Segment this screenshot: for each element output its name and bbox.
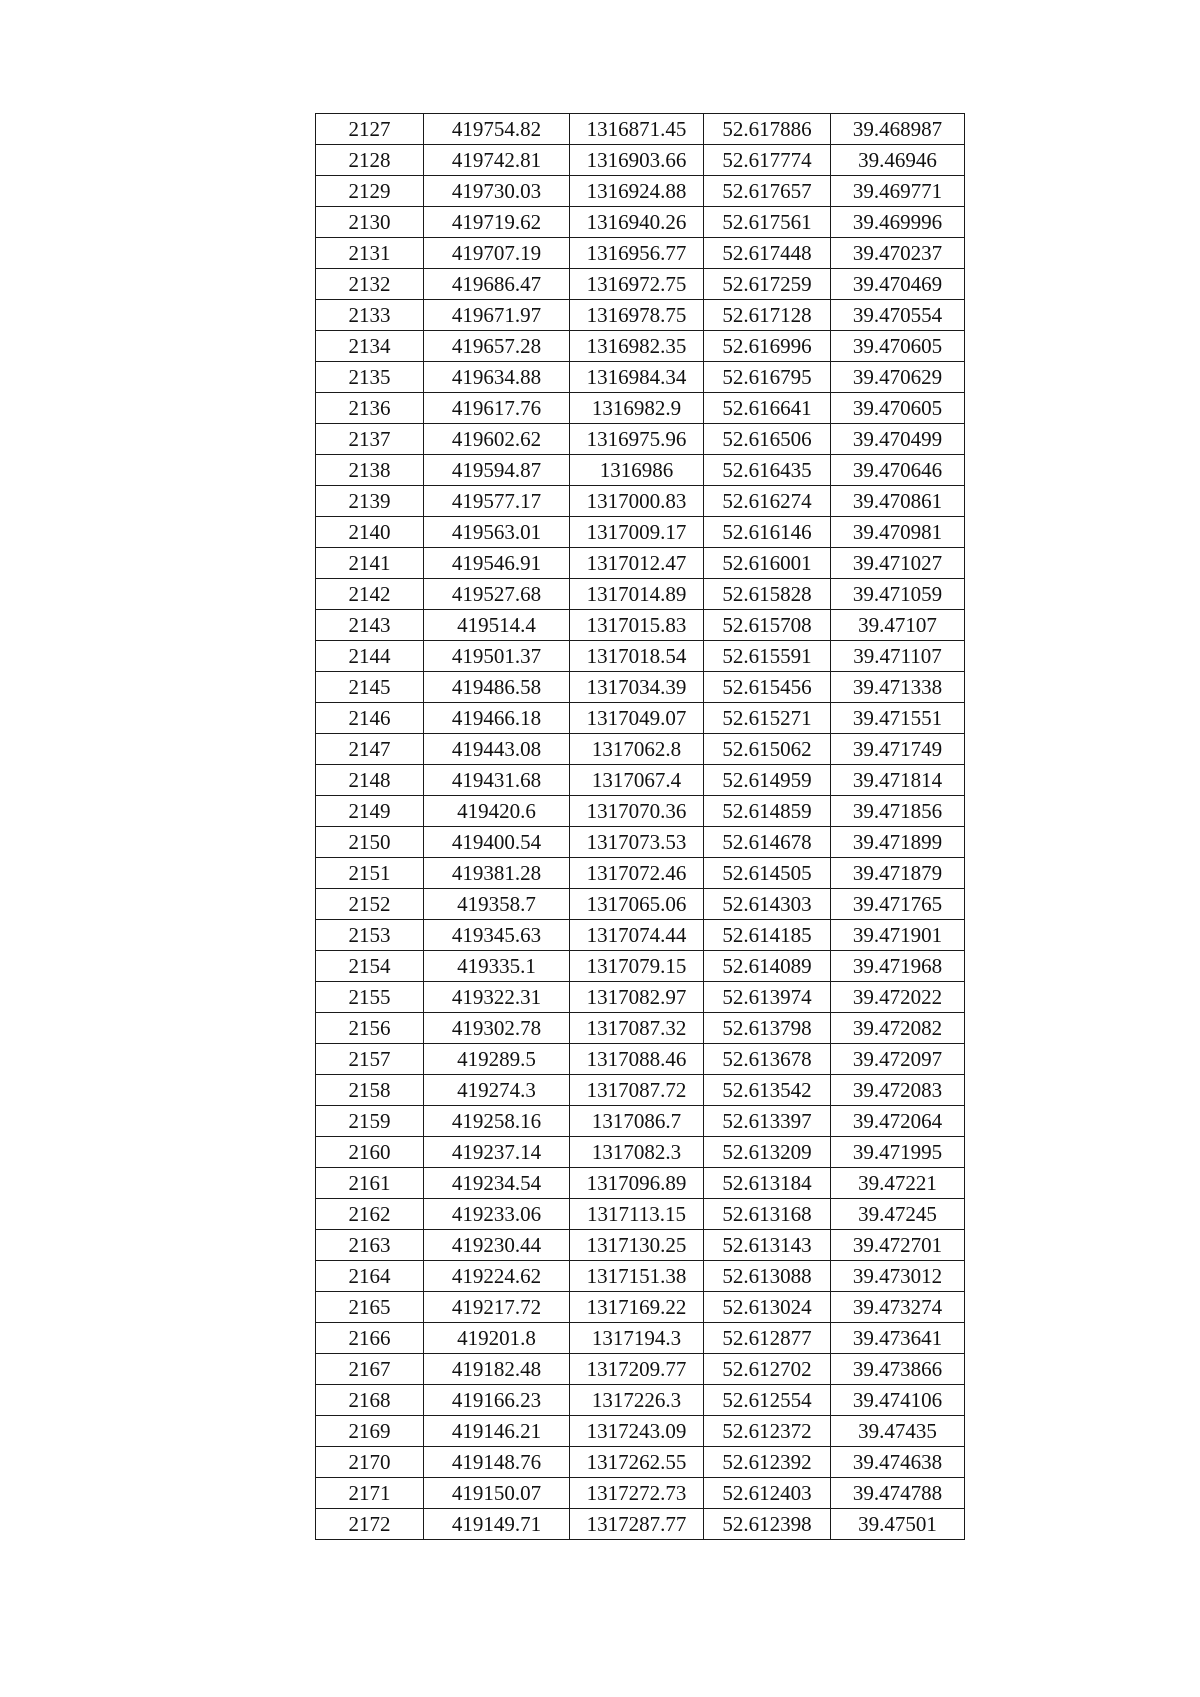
latitude-cell: 52.616641 xyxy=(704,393,831,424)
longitude-cell: 39.471765 xyxy=(831,889,965,920)
y-coordinate-cell: 1317096.89 xyxy=(570,1168,704,1199)
y-coordinate-cell: 1317087.72 xyxy=(570,1075,704,1106)
longitude-cell: 39.472064 xyxy=(831,1106,965,1137)
point-number-cell: 2162 xyxy=(316,1199,424,1230)
table-row xyxy=(316,1106,965,1137)
y-coordinate-cell: 1317087.32 xyxy=(570,1013,704,1044)
point-number-cell: 2140 xyxy=(316,517,424,548)
x-coordinate-cell: 419258.16 xyxy=(424,1106,570,1137)
point-number-cell: 2166 xyxy=(316,1323,424,1354)
x-coordinate-cell: 419686.47 xyxy=(424,269,570,300)
longitude-cell: 39.470469 xyxy=(831,269,965,300)
coordinates-table xyxy=(315,113,965,1540)
table-row xyxy=(316,238,965,269)
latitude-cell: 52.613088 xyxy=(704,1261,831,1292)
x-coordinate-cell: 419514.4 xyxy=(424,610,570,641)
table-row xyxy=(316,858,965,889)
table-row xyxy=(316,641,965,672)
y-coordinate-cell: 1317012.47 xyxy=(570,548,704,579)
table-row xyxy=(316,579,965,610)
point-number-cell: 2171 xyxy=(316,1478,424,1509)
point-number-cell: 2159 xyxy=(316,1106,424,1137)
longitude-cell: 39.470499 xyxy=(831,424,965,455)
table-row xyxy=(316,796,965,827)
y-coordinate-cell: 1317015.83 xyxy=(570,610,704,641)
x-coordinate-cell: 419754.82 xyxy=(424,114,570,145)
x-coordinate-cell: 419289.5 xyxy=(424,1044,570,1075)
y-coordinate-cell: 1317070.36 xyxy=(570,796,704,827)
point-number-cell: 2132 xyxy=(316,269,424,300)
y-coordinate-cell: 1317049.07 xyxy=(570,703,704,734)
latitude-cell: 52.616795 xyxy=(704,362,831,393)
x-coordinate-cell: 419230.44 xyxy=(424,1230,570,1261)
x-coordinate-cell: 419149.71 xyxy=(424,1509,570,1540)
point-number-cell: 2146 xyxy=(316,703,424,734)
x-coordinate-cell: 419431.68 xyxy=(424,765,570,796)
x-coordinate-cell: 419486.58 xyxy=(424,672,570,703)
point-number-cell: 2169 xyxy=(316,1416,424,1447)
point-number-cell: 2141 xyxy=(316,548,424,579)
table-row xyxy=(316,1416,965,1447)
latitude-cell: 52.617774 xyxy=(704,145,831,176)
latitude-cell: 52.614185 xyxy=(704,920,831,951)
x-coordinate-cell: 419182.48 xyxy=(424,1354,570,1385)
latitude-cell: 52.614089 xyxy=(704,951,831,982)
y-coordinate-cell: 1316903.66 xyxy=(570,145,704,176)
table-row xyxy=(316,362,965,393)
point-number-cell: 2150 xyxy=(316,827,424,858)
x-coordinate-cell: 419146.21 xyxy=(424,1416,570,1447)
x-coordinate-cell: 419322.31 xyxy=(424,982,570,1013)
latitude-cell: 52.617657 xyxy=(704,176,831,207)
latitude-cell: 52.617259 xyxy=(704,269,831,300)
table-row xyxy=(316,1137,965,1168)
point-number-cell: 2155 xyxy=(316,982,424,1013)
latitude-cell: 52.612877 xyxy=(704,1323,831,1354)
x-coordinate-cell: 419466.18 xyxy=(424,703,570,734)
longitude-cell: 39.471107 xyxy=(831,641,965,672)
longitude-cell: 39.470554 xyxy=(831,300,965,331)
x-coordinate-cell: 419345.63 xyxy=(424,920,570,951)
x-coordinate-cell: 419237.14 xyxy=(424,1137,570,1168)
latitude-cell: 52.616001 xyxy=(704,548,831,579)
longitude-cell: 39.471027 xyxy=(831,548,965,579)
y-coordinate-cell: 1317082.3 xyxy=(570,1137,704,1168)
table-row xyxy=(316,486,965,517)
x-coordinate-cell: 419602.62 xyxy=(424,424,570,455)
point-number-cell: 2138 xyxy=(316,455,424,486)
latitude-cell: 52.613798 xyxy=(704,1013,831,1044)
longitude-cell: 39.471856 xyxy=(831,796,965,827)
y-coordinate-cell: 1317272.73 xyxy=(570,1478,704,1509)
x-coordinate-cell: 419443.08 xyxy=(424,734,570,765)
longitude-cell: 39.473641 xyxy=(831,1323,965,1354)
longitude-cell: 39.470237 xyxy=(831,238,965,269)
table-row xyxy=(316,734,965,765)
point-number-cell: 2152 xyxy=(316,889,424,920)
table-row xyxy=(316,1354,965,1385)
y-coordinate-cell: 1317009.17 xyxy=(570,517,704,548)
latitude-cell: 52.616506 xyxy=(704,424,831,455)
point-number-cell: 2160 xyxy=(316,1137,424,1168)
table-row xyxy=(316,269,965,300)
longitude-cell: 39.471901 xyxy=(831,920,965,951)
y-coordinate-cell: 1317086.7 xyxy=(570,1106,704,1137)
longitude-cell: 39.47107 xyxy=(831,610,965,641)
x-coordinate-cell: 419201.8 xyxy=(424,1323,570,1354)
y-coordinate-cell: 1317079.15 xyxy=(570,951,704,982)
latitude-cell: 52.614678 xyxy=(704,827,831,858)
table-row xyxy=(316,548,965,579)
longitude-cell: 39.471995 xyxy=(831,1137,965,1168)
point-number-cell: 2130 xyxy=(316,207,424,238)
latitude-cell: 52.613974 xyxy=(704,982,831,1013)
x-coordinate-cell: 419671.97 xyxy=(424,300,570,331)
y-coordinate-cell: 1317000.83 xyxy=(570,486,704,517)
table-row xyxy=(316,1385,965,1416)
longitude-cell: 39.470861 xyxy=(831,486,965,517)
point-number-cell: 2142 xyxy=(316,579,424,610)
point-number-cell: 2127 xyxy=(316,114,424,145)
latitude-cell: 52.614859 xyxy=(704,796,831,827)
longitude-cell: 39.471338 xyxy=(831,672,965,703)
longitude-cell: 39.471899 xyxy=(831,827,965,858)
x-coordinate-cell: 419302.78 xyxy=(424,1013,570,1044)
table-row xyxy=(316,1478,965,1509)
table-row xyxy=(316,1447,965,1478)
latitude-cell: 52.612554 xyxy=(704,1385,831,1416)
point-number-cell: 2170 xyxy=(316,1447,424,1478)
y-coordinate-cell: 1317151.38 xyxy=(570,1261,704,1292)
longitude-cell: 39.471879 xyxy=(831,858,965,889)
y-coordinate-cell: 1316984.34 xyxy=(570,362,704,393)
latitude-cell: 52.612398 xyxy=(704,1509,831,1540)
latitude-cell: 52.615456 xyxy=(704,672,831,703)
point-number-cell: 2153 xyxy=(316,920,424,951)
y-coordinate-cell: 1317072.46 xyxy=(570,858,704,889)
table-row xyxy=(316,145,965,176)
x-coordinate-cell: 419563.01 xyxy=(424,517,570,548)
table-row xyxy=(316,1199,965,1230)
x-coordinate-cell: 419742.81 xyxy=(424,145,570,176)
y-coordinate-cell: 1316940.26 xyxy=(570,207,704,238)
point-number-cell: 2158 xyxy=(316,1075,424,1106)
point-number-cell: 2172 xyxy=(316,1509,424,1540)
latitude-cell: 52.617886 xyxy=(704,114,831,145)
y-coordinate-cell: 1316986 xyxy=(570,455,704,486)
table-row xyxy=(316,920,965,951)
point-number-cell: 2168 xyxy=(316,1385,424,1416)
y-coordinate-cell: 1317169.22 xyxy=(570,1292,704,1323)
point-number-cell: 2154 xyxy=(316,951,424,982)
x-coordinate-cell: 419730.03 xyxy=(424,176,570,207)
x-coordinate-cell: 419166.23 xyxy=(424,1385,570,1416)
latitude-cell: 52.615062 xyxy=(704,734,831,765)
y-coordinate-cell: 1317073.53 xyxy=(570,827,704,858)
latitude-cell: 52.616146 xyxy=(704,517,831,548)
table-row xyxy=(316,424,965,455)
latitude-cell: 52.613143 xyxy=(704,1230,831,1261)
point-number-cell: 2133 xyxy=(316,300,424,331)
table-row xyxy=(316,300,965,331)
latitude-cell: 52.613024 xyxy=(704,1292,831,1323)
point-number-cell: 2147 xyxy=(316,734,424,765)
y-coordinate-cell: 1317287.77 xyxy=(570,1509,704,1540)
longitude-cell: 39.471968 xyxy=(831,951,965,982)
latitude-cell: 52.612372 xyxy=(704,1416,831,1447)
longitude-cell: 39.471059 xyxy=(831,579,965,610)
longitude-cell: 39.472083 xyxy=(831,1075,965,1106)
y-coordinate-cell: 1316982.9 xyxy=(570,393,704,424)
longitude-cell: 39.47435 xyxy=(831,1416,965,1447)
longitude-cell: 39.470981 xyxy=(831,517,965,548)
y-coordinate-cell: 1316871.45 xyxy=(570,114,704,145)
longitude-cell: 39.473274 xyxy=(831,1292,965,1323)
table-row xyxy=(316,114,965,145)
x-coordinate-cell: 419335.1 xyxy=(424,951,570,982)
latitude-cell: 52.617448 xyxy=(704,238,831,269)
longitude-cell: 39.474638 xyxy=(831,1447,965,1478)
point-number-cell: 2163 xyxy=(316,1230,424,1261)
point-number-cell: 2165 xyxy=(316,1292,424,1323)
longitude-cell: 39.47501 xyxy=(831,1509,965,1540)
latitude-cell: 52.613678 xyxy=(704,1044,831,1075)
x-coordinate-cell: 419224.62 xyxy=(424,1261,570,1292)
latitude-cell: 52.615708 xyxy=(704,610,831,641)
longitude-cell: 39.469771 xyxy=(831,176,965,207)
longitude-cell: 39.469996 xyxy=(831,207,965,238)
x-coordinate-cell: 419233.06 xyxy=(424,1199,570,1230)
y-coordinate-cell: 1317014.89 xyxy=(570,579,704,610)
latitude-cell: 52.617128 xyxy=(704,300,831,331)
table-row xyxy=(316,1013,965,1044)
y-coordinate-cell: 1316956.77 xyxy=(570,238,704,269)
point-number-cell: 2129 xyxy=(316,176,424,207)
longitude-cell: 39.47221 xyxy=(831,1168,965,1199)
table-row xyxy=(316,176,965,207)
table-row xyxy=(316,393,965,424)
longitude-cell: 39.470605 xyxy=(831,393,965,424)
latitude-cell: 52.616435 xyxy=(704,455,831,486)
y-coordinate-cell: 1317062.8 xyxy=(570,734,704,765)
y-coordinate-cell: 1317034.39 xyxy=(570,672,704,703)
longitude-cell: 39.471749 xyxy=(831,734,965,765)
x-coordinate-cell: 419150.07 xyxy=(424,1478,570,1509)
point-number-cell: 2135 xyxy=(316,362,424,393)
latitude-cell: 52.613168 xyxy=(704,1199,831,1230)
table-row xyxy=(316,207,965,238)
longitude-cell: 39.468987 xyxy=(831,114,965,145)
latitude-cell: 52.612392 xyxy=(704,1447,831,1478)
y-coordinate-cell: 1316978.75 xyxy=(570,300,704,331)
point-number-cell: 2139 xyxy=(316,486,424,517)
point-number-cell: 2156 xyxy=(316,1013,424,1044)
latitude-cell: 52.615591 xyxy=(704,641,831,672)
longitude-cell: 39.473866 xyxy=(831,1354,965,1385)
point-number-cell: 2151 xyxy=(316,858,424,889)
point-number-cell: 2131 xyxy=(316,238,424,269)
table-row xyxy=(316,1323,965,1354)
point-number-cell: 2144 xyxy=(316,641,424,672)
longitude-cell: 39.472022 xyxy=(831,982,965,1013)
latitude-cell: 52.613397 xyxy=(704,1106,831,1137)
longitude-cell: 39.472701 xyxy=(831,1230,965,1261)
y-coordinate-cell: 1317074.44 xyxy=(570,920,704,951)
x-coordinate-cell: 419217.72 xyxy=(424,1292,570,1323)
y-coordinate-cell: 1317065.06 xyxy=(570,889,704,920)
latitude-cell: 52.613184 xyxy=(704,1168,831,1199)
point-number-cell: 2145 xyxy=(316,672,424,703)
longitude-cell: 39.472082 xyxy=(831,1013,965,1044)
longitude-cell: 39.470605 xyxy=(831,331,965,362)
longitude-cell: 39.473012 xyxy=(831,1261,965,1292)
y-coordinate-cell: 1317082.97 xyxy=(570,982,704,1013)
x-coordinate-cell: 419501.37 xyxy=(424,641,570,672)
y-coordinate-cell: 1316972.75 xyxy=(570,269,704,300)
table-row xyxy=(316,982,965,1013)
point-number-cell: 2143 xyxy=(316,610,424,641)
table-row xyxy=(316,1292,965,1323)
x-coordinate-cell: 419381.28 xyxy=(424,858,570,889)
table-row xyxy=(316,517,965,548)
latitude-cell: 52.614959 xyxy=(704,765,831,796)
point-number-cell: 2161 xyxy=(316,1168,424,1199)
latitude-cell: 52.613209 xyxy=(704,1137,831,1168)
x-coordinate-cell: 419148.76 xyxy=(424,1447,570,1478)
x-coordinate-cell: 419719.62 xyxy=(424,207,570,238)
longitude-cell: 39.470629 xyxy=(831,362,965,393)
coordinates-table-body xyxy=(316,114,965,1540)
longitude-cell: 39.474788 xyxy=(831,1478,965,1509)
point-number-cell: 2134 xyxy=(316,331,424,362)
x-coordinate-cell: 419400.54 xyxy=(424,827,570,858)
x-coordinate-cell: 419527.68 xyxy=(424,579,570,610)
table-row xyxy=(316,889,965,920)
point-number-cell: 2136 xyxy=(316,393,424,424)
latitude-cell: 52.617561 xyxy=(704,207,831,238)
point-number-cell: 2149 xyxy=(316,796,424,827)
x-coordinate-cell: 419420.6 xyxy=(424,796,570,827)
x-coordinate-cell: 419577.17 xyxy=(424,486,570,517)
y-coordinate-cell: 1317067.4 xyxy=(570,765,704,796)
latitude-cell: 52.615271 xyxy=(704,703,831,734)
table-row xyxy=(316,1230,965,1261)
x-coordinate-cell: 419358.7 xyxy=(424,889,570,920)
longitude-cell: 39.470646 xyxy=(831,455,965,486)
table-row xyxy=(316,827,965,858)
table-row xyxy=(316,455,965,486)
x-coordinate-cell: 419546.91 xyxy=(424,548,570,579)
point-number-cell: 2137 xyxy=(316,424,424,455)
point-number-cell: 2128 xyxy=(316,145,424,176)
latitude-cell: 52.615828 xyxy=(704,579,831,610)
longitude-cell: 39.47245 xyxy=(831,1199,965,1230)
longitude-cell: 39.471814 xyxy=(831,765,965,796)
table-row xyxy=(316,951,965,982)
latitude-cell: 52.612702 xyxy=(704,1354,831,1385)
y-coordinate-cell: 1317262.55 xyxy=(570,1447,704,1478)
y-coordinate-cell: 1317113.15 xyxy=(570,1199,704,1230)
latitude-cell: 52.614303 xyxy=(704,889,831,920)
latitude-cell: 52.614505 xyxy=(704,858,831,889)
point-number-cell: 2148 xyxy=(316,765,424,796)
table-row xyxy=(316,1044,965,1075)
y-coordinate-cell: 1317226.3 xyxy=(570,1385,704,1416)
y-coordinate-cell: 1317130.25 xyxy=(570,1230,704,1261)
y-coordinate-cell: 1317018.54 xyxy=(570,641,704,672)
point-number-cell: 2164 xyxy=(316,1261,424,1292)
point-number-cell: 2167 xyxy=(316,1354,424,1385)
longitude-cell: 39.46946 xyxy=(831,145,965,176)
table-row xyxy=(316,765,965,796)
x-coordinate-cell: 419594.87 xyxy=(424,455,570,486)
y-coordinate-cell: 1316982.35 xyxy=(570,331,704,362)
x-coordinate-cell: 419234.54 xyxy=(424,1168,570,1199)
longitude-cell: 39.474106 xyxy=(831,1385,965,1416)
x-coordinate-cell: 419657.28 xyxy=(424,331,570,362)
longitude-cell: 39.472097 xyxy=(831,1044,965,1075)
x-coordinate-cell: 419634.88 xyxy=(424,362,570,393)
longitude-cell: 39.471551 xyxy=(831,703,965,734)
y-coordinate-cell: 1317088.46 xyxy=(570,1044,704,1075)
table-row xyxy=(316,672,965,703)
latitude-cell: 52.616996 xyxy=(704,331,831,362)
table-row xyxy=(316,703,965,734)
latitude-cell: 52.616274 xyxy=(704,486,831,517)
x-coordinate-cell: 419617.76 xyxy=(424,393,570,424)
table-row xyxy=(316,1509,965,1540)
y-coordinate-cell: 1316975.96 xyxy=(570,424,704,455)
table-row xyxy=(316,331,965,362)
table-row xyxy=(316,1168,965,1199)
x-coordinate-cell: 419274.3 xyxy=(424,1075,570,1106)
y-coordinate-cell: 1317194.3 xyxy=(570,1323,704,1354)
latitude-cell: 52.613542 xyxy=(704,1075,831,1106)
latitude-cell: 52.612403 xyxy=(704,1478,831,1509)
y-coordinate-cell: 1317209.77 xyxy=(570,1354,704,1385)
x-coordinate-cell: 419707.19 xyxy=(424,238,570,269)
table-row xyxy=(316,1075,965,1106)
y-coordinate-cell: 1317243.09 xyxy=(570,1416,704,1447)
table-row xyxy=(316,610,965,641)
y-coordinate-cell: 1316924.88 xyxy=(570,176,704,207)
point-number-cell: 2157 xyxy=(316,1044,424,1075)
table-row xyxy=(316,1261,965,1292)
